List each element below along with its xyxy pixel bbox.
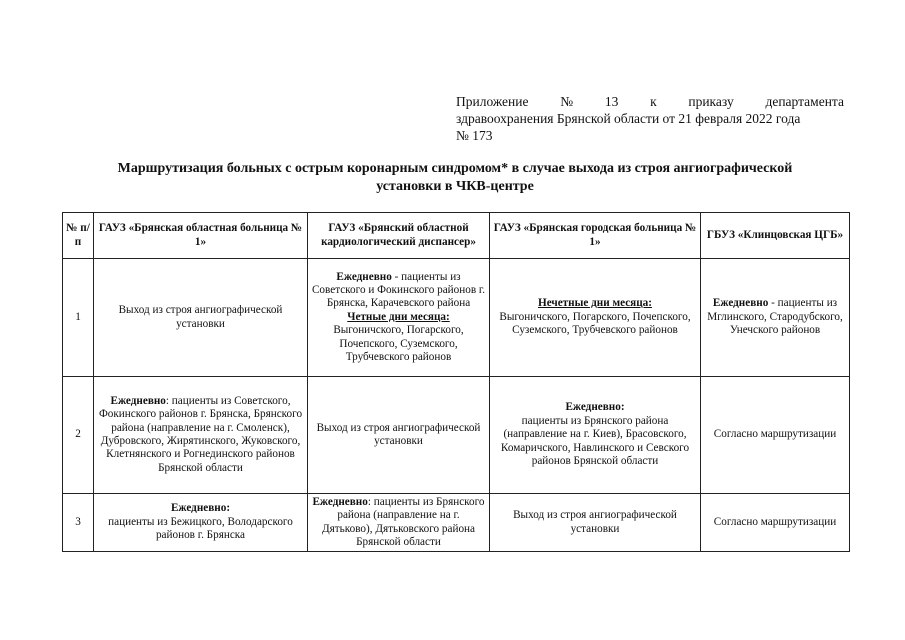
cell-text: пациенты из Бежицкого, Володарского районов г. Брянска	[108, 515, 293, 542]
cell-text: - пациенты из Мглинского, Стародубского, Унечского районов	[707, 297, 843, 337]
row3-col3: Выход из строя ангиографической установки	[490, 494, 701, 552]
row1-col4	[701, 259, 850, 377]
header-col2: ГАУЗ «Брянский областной кардиологический диспансер»	[308, 213, 490, 259]
row1-col1: Выход из строя ангиографической установки	[94, 259, 308, 377]
row-num: 2	[63, 377, 94, 494]
row-num: 3	[63, 494, 94, 552]
bold-text: Ежедневно:	[565, 401, 625, 414]
table-row	[63, 494, 850, 552]
table-row	[63, 377, 850, 494]
cell-text: : пациенты из Брянского района (направление на г. Дятьково), Дятьковского района Брянской области	[321, 495, 485, 548]
cell-text: - пациенты из Советского и Фокинского районов г. Брянска, Карачевского района	[311, 270, 486, 310]
row2-col1	[94, 377, 308, 494]
title-line-1: Маршрутизация больных с острым коронарным синдромом* в случае выхода из строя ангиографической	[117, 161, 793, 176]
appendix-word: департамента	[765, 94, 844, 109]
table-header-row	[63, 213, 850, 259]
table-row	[63, 259, 850, 377]
appendix-word: №	[560, 94, 574, 109]
appendix-word: к	[650, 94, 657, 109]
appendix-line-1	[456, 93, 844, 110]
appendix-word: 13	[604, 94, 619, 109]
row-num: 1	[63, 259, 94, 377]
appendix-word: приказу	[688, 94, 734, 109]
appendix-line-3: № 173	[456, 128, 493, 143]
cell-text: пациенты из Брянского района (направление на г. Киев), Брасовского, Комаричского, Навлинского и Севского районов Брянской области	[500, 414, 690, 468]
header-col3: ГАУЗ «Брянская городская больница № 1»	[490, 213, 701, 259]
row1-col2	[308, 259, 490, 377]
header-col1: ГАУЗ «Брянская областная больница № 1»	[94, 213, 308, 259]
appendix-word: Приложение	[456, 94, 529, 109]
header-col4: ГБУЗ «Клинцовская ЦГБ»	[701, 213, 850, 259]
bold-text: Ежедневно	[712, 297, 769, 310]
row3-col4: Согласно маршрутизации	[701, 494, 850, 552]
row2-col3	[490, 377, 701, 494]
row3-col1	[94, 494, 308, 552]
bold-text: Четные дни месяца:	[347, 310, 450, 323]
cell-text: Выгоничского, Погарского, Почепского, Суземского, Трубчевского районов	[333, 324, 464, 364]
bold-text: Ежедневно:	[170, 502, 231, 515]
cell-text: : пациенты из Советского, Фокинского районов г. Брянска, Брянского района (направление на г. Смоленск), Дубровского, Жирятинского, Жуковского, Клетнянского и Рогнединского районов Брянской области	[98, 394, 303, 474]
row1-col3	[490, 259, 701, 377]
row3-col2	[308, 494, 490, 552]
cell-text: Выгоничского, Погарского, Почепского, Суземского, Трубчевского районов	[499, 310, 691, 337]
bold-text: Ежедневно	[312, 495, 368, 508]
appendix-note	[456, 93, 844, 144]
row2-col2: Выход из строя ангиографической установки	[308, 377, 490, 494]
document-title	[60, 160, 850, 196]
bold-text: Ежедневно	[110, 394, 166, 407]
header-num: № п/п	[63, 213, 94, 259]
bold-text: Ежедневно	[336, 270, 392, 283]
row2-col4: Согласно маршрутизации	[701, 377, 850, 494]
appendix-line-2: здравоохранения Брянской области от 21 февраля 2022 года	[456, 111, 801, 126]
routing-table	[62, 212, 850, 552]
bold-text: Нечетные дни месяца:	[538, 297, 652, 310]
title-line-2: установки в ЧКВ-центре	[376, 179, 534, 194]
